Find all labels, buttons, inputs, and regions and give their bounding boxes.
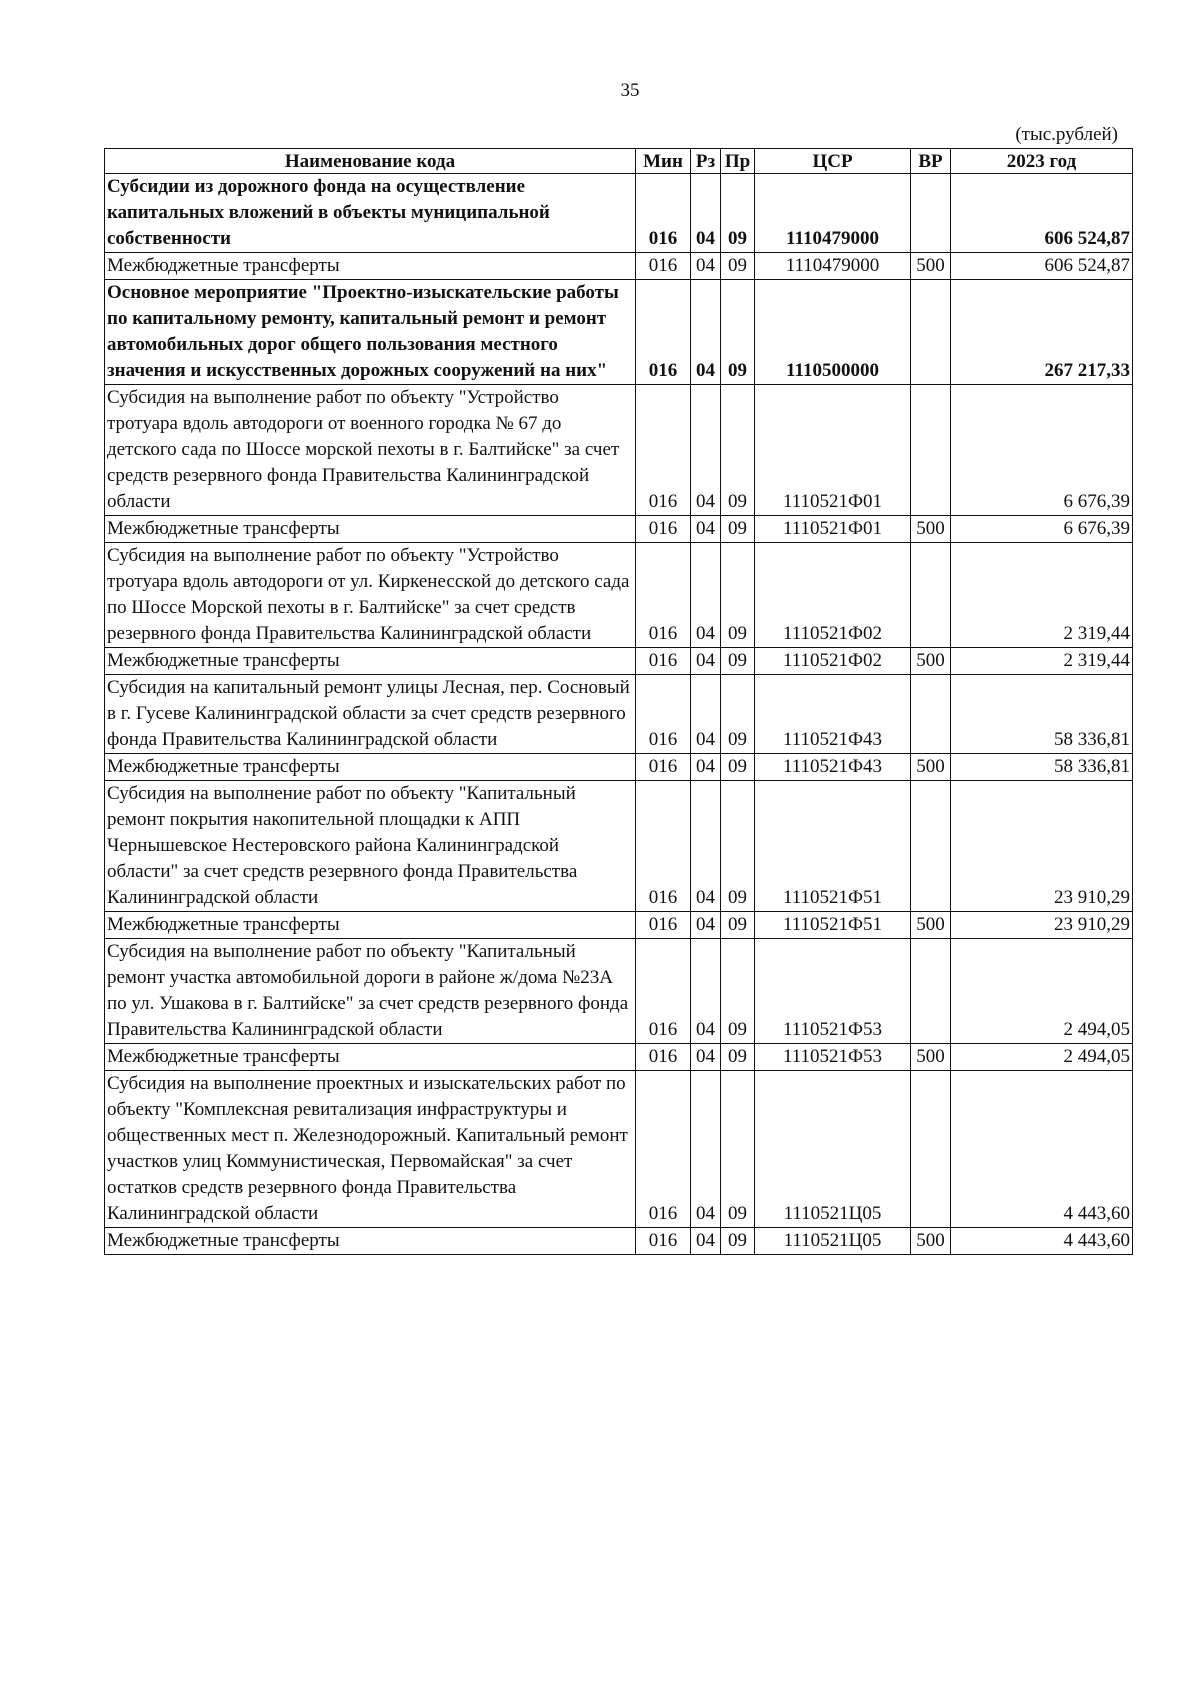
cell-min: 016: [636, 648, 691, 675]
cell-amount: 6 676,39: [951, 385, 1133, 516]
header-name: Наименование кода: [105, 149, 636, 174]
cell-vr: [911, 939, 951, 1044]
cell-vr: [911, 280, 951, 385]
cell-name: Межбюджетные трансферты: [105, 754, 636, 781]
cell-min: 016: [636, 174, 691, 253]
cell-name: Субсидии из дорожного фонда на осуществление капитальных вложений в объекты муниципальной собственности: [105, 174, 636, 253]
cell-pr: 09: [721, 1071, 755, 1228]
cell-name: Межбюджетные трансферты: [105, 253, 636, 280]
header-csr: ЦСР: [755, 149, 911, 174]
cell-min: 016: [636, 939, 691, 1044]
cell-pr: 09: [721, 1228, 755, 1255]
cell-amount: 606 524,87: [951, 253, 1133, 280]
cell-min: 016: [636, 675, 691, 754]
cell-amount: 2 494,05: [951, 939, 1133, 1044]
table-row: [105, 543, 1133, 648]
cell-csr: 1110521Ф53: [755, 939, 911, 1044]
cell-pr: 09: [721, 516, 755, 543]
cell-rz: 04: [691, 912, 721, 939]
cell-rz: 04: [691, 1071, 721, 1228]
cell-name: Межбюджетные трансферты: [105, 1044, 636, 1071]
cell-pr: 09: [721, 543, 755, 648]
cell-vr: [911, 174, 951, 253]
cell-pr: 09: [721, 174, 755, 253]
cell-csr: 1110479000: [755, 253, 911, 280]
cell-amount: 2 319,44: [951, 543, 1133, 648]
cell-rz: 04: [691, 174, 721, 253]
cell-vr: [911, 1071, 951, 1228]
cell-pr: 09: [721, 253, 755, 280]
header-rz: Рз: [691, 149, 721, 174]
cell-pr: 09: [721, 675, 755, 754]
cell-vr: 500: [911, 648, 951, 675]
cell-name: Межбюджетные трансферты: [105, 516, 636, 543]
table-row: [105, 1044, 1133, 1071]
table-row: [105, 648, 1133, 675]
cell-rz: 04: [691, 754, 721, 781]
cell-vr: 500: [911, 912, 951, 939]
cell-amount: 2 494,05: [951, 1044, 1133, 1071]
cell-csr: 1110521Ц05: [755, 1228, 911, 1255]
header-vr: ВР: [911, 149, 951, 174]
cell-rz: 04: [691, 675, 721, 754]
budget-table: [104, 148, 1133, 1255]
cell-pr: 09: [721, 781, 755, 912]
cell-name: Субсидия на выполнение работ по объекту "Капитальный ремонт покрытия накопительной площадки к АПП Чернышевское Нестеровского района Калининградской области" за счет средств резервного фонда Правительства Калининградской области: [105, 781, 636, 912]
cell-amount: 23 910,29: [951, 912, 1133, 939]
cell-rz: 04: [691, 280, 721, 385]
cell-vr: 500: [911, 1044, 951, 1071]
cell-csr: 1110521Ф43: [755, 754, 911, 781]
cell-amount: 267 217,33: [951, 280, 1133, 385]
cell-vr: 500: [911, 253, 951, 280]
cell-min: 016: [636, 253, 691, 280]
cell-amount: 6 676,39: [951, 516, 1133, 543]
cell-csr: 1110521Ф51: [755, 912, 911, 939]
cell-csr: 1110521Ф51: [755, 781, 911, 912]
table-row: [105, 939, 1133, 1044]
header-pr: Пр: [721, 149, 755, 174]
cell-vr: [911, 543, 951, 648]
cell-name: Межбюджетные трансферты: [105, 912, 636, 939]
cell-rz: 04: [691, 781, 721, 912]
table-row: [105, 280, 1133, 385]
cell-name: Межбюджетные трансферты: [105, 1228, 636, 1255]
cell-rz: 04: [691, 516, 721, 543]
table-row: [105, 516, 1133, 543]
table-row: [105, 912, 1133, 939]
cell-vr: [911, 675, 951, 754]
cell-csr: 1110521Ф02: [755, 648, 911, 675]
table-row: [105, 781, 1133, 912]
cell-amount: 4 443,60: [951, 1228, 1133, 1255]
cell-vr: [911, 385, 951, 516]
cell-min: 016: [636, 1228, 691, 1255]
cell-amount: 606 524,87: [951, 174, 1133, 253]
cell-amount: 4 443,60: [951, 1071, 1133, 1228]
table-row: [105, 385, 1133, 516]
cell-min: 016: [636, 543, 691, 648]
cell-name: Субсидия на выполнение работ по объекту "Устройство тротуара вдоль автодороги от военного городка № 67 до детского сада по Шоссе морской пехоты в г. Балтийске" за счет средств резервного фонда Правительства Калининградской области: [105, 385, 636, 516]
cell-vr: 500: [911, 754, 951, 781]
cell-rz: 04: [691, 253, 721, 280]
cell-csr: 1110521Ф02: [755, 543, 911, 648]
cell-min: 016: [636, 912, 691, 939]
table-row: [105, 754, 1133, 781]
cell-name: Субсидия на выполнение проектных и изыскательских работ по объекту "Комплексная ревитализация инфраструктуры и общественных мест п. Железнодорожный. Капитальный ремонт участков улиц Коммунистическая, Первомайская" за счет остатков средств резервного фонда Правительства Калининградской области: [105, 1071, 636, 1228]
cell-csr: 1110521Ф01: [755, 385, 911, 516]
cell-pr: 09: [721, 280, 755, 385]
cell-csr: 1110521Ф53: [755, 1044, 911, 1071]
table-row: [105, 675, 1133, 754]
cell-amount: 58 336,81: [951, 754, 1133, 781]
table-row: [105, 1228, 1133, 1255]
cell-pr: 09: [721, 912, 755, 939]
header-year: 2023 год: [951, 149, 1133, 174]
cell-name: Субсидия на капитальный ремонт улицы Лесная, пер. Сосновый в г. Гусеве Калининградской области за счет средств резервного фонда Правительства Калининградской области: [105, 675, 636, 754]
cell-min: 016: [636, 781, 691, 912]
cell-vr: 500: [911, 516, 951, 543]
page-number: 35: [620, 80, 640, 101]
cell-amount: 2 319,44: [951, 648, 1133, 675]
cell-name: Субсидия на выполнение работ по объекту "Капитальный ремонт участка автомобильной дороги в районе ж/дома №23А по ул. Ушакова в г. Балтийске" за счет средств резервного фонда Правительства Калининградской области: [105, 939, 636, 1044]
table-row: [105, 174, 1133, 253]
cell-min: 016: [636, 1071, 691, 1228]
cell-pr: 09: [721, 385, 755, 516]
cell-rz: 04: [691, 1044, 721, 1071]
cell-min: 016: [636, 754, 691, 781]
cell-rz: 04: [691, 543, 721, 648]
cell-pr: 09: [721, 939, 755, 1044]
cell-rz: 04: [691, 939, 721, 1044]
cell-name: Межбюджетные трансферты: [105, 648, 636, 675]
header-min: Мин: [636, 149, 691, 174]
cell-csr: 1110479000: [755, 174, 911, 253]
cell-vr: [911, 781, 951, 912]
cell-vr: 500: [911, 1228, 951, 1255]
table-row: [105, 253, 1133, 280]
units-label: (тыс.рублей): [1015, 124, 1118, 145]
cell-rz: 04: [691, 385, 721, 516]
cell-csr: 1110521Ф43: [755, 675, 911, 754]
cell-amount: 58 336,81: [951, 675, 1133, 754]
cell-pr: 09: [721, 1044, 755, 1071]
cell-name: Субсидия на выполнение работ по объекту "Устройство тротуара вдоль автодороги от ул. Киркенесской до детского сада по Шоссе Морской пехоты в г. Балтийске" за счет средств резервного фонда Правительства Калининградской области: [105, 543, 636, 648]
cell-csr: 1110521Ц05: [755, 1071, 911, 1228]
cell-name: Основное мероприятие "Проектно-изыскательские работы по капитальному ремонту, капитальный ремонт и ремонт автомобильных дорог общего пользования местного значения и искусственных дорожных сооружений на них": [105, 280, 636, 385]
cell-csr: 1110521Ф01: [755, 516, 911, 543]
cell-csr: 1110500000: [755, 280, 911, 385]
cell-min: 016: [636, 1044, 691, 1071]
cell-pr: 09: [721, 754, 755, 781]
cell-amount: 23 910,29: [951, 781, 1133, 912]
cell-min: 016: [636, 516, 691, 543]
table-header-row: [105, 149, 1133, 174]
cell-rz: 04: [691, 1228, 721, 1255]
cell-pr: 09: [721, 648, 755, 675]
table-row: [105, 1071, 1133, 1228]
cell-rz: 04: [691, 648, 721, 675]
cell-min: 016: [636, 385, 691, 516]
cell-min: 016: [636, 280, 691, 385]
